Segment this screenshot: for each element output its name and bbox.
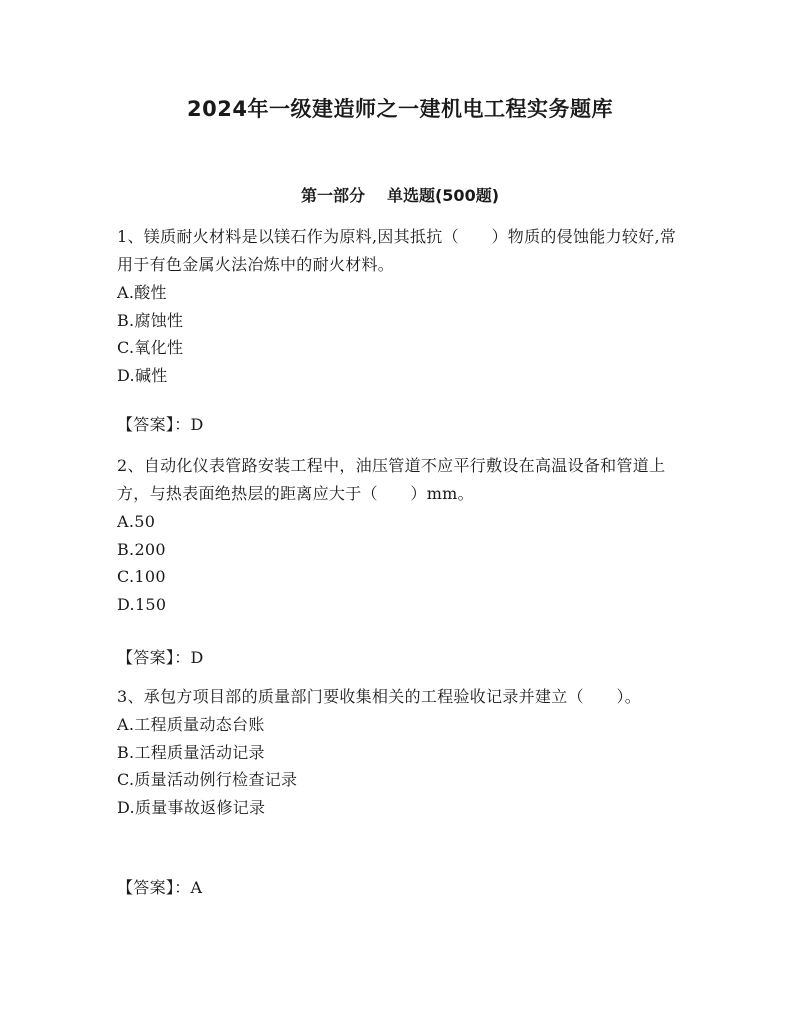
option-c: C.100 [117, 567, 166, 586]
question-text: 1、镁质耐火材料是以镁石作为原料,因其抵抗（ ）物质的侵蚀能力较好,常用于有色金属火法冶炼中的耐火材料。 [117, 227, 677, 274]
question-3 [117, 683, 687, 821]
option-a: A.工程质量动态台账 [117, 715, 265, 734]
answer-1 [117, 411, 204, 439]
option-c: C.氧化性 [117, 338, 184, 357]
answer-value: A [190, 878, 203, 897]
option-b: B.工程质量活动记录 [117, 742, 265, 762]
document-title: 2024年一级建造师之一建机电工程实务题库 [187, 97, 613, 121]
answer-value: D [190, 415, 204, 434]
section-part: 第一部分 [300, 186, 365, 205]
option-a: A.50 [117, 512, 156, 531]
option-c: C.质量活动例行检查记录 [117, 770, 298, 789]
question-text: 3、承包方项目部的质量部门要收集相关的工程验收记录并建立（ ）。 [117, 687, 642, 706]
option-b: B.腐蚀性 [117, 310, 184, 330]
option-d: D.150 [117, 594, 167, 614]
question-1 [117, 223, 687, 389]
option-b: B.200 [117, 539, 166, 559]
option-a: A.酸性 [117, 283, 167, 302]
answer-3 [117, 874, 202, 902]
question-text: 2、自动化仪表管路安装工程中，油压管道不应平行敷设在高温设备和管道上方，与热表面绝热层的距离应大于（ ）mm。 [117, 456, 666, 503]
answer-label: 【答案】： [117, 415, 191, 434]
answer-label: 【答案】： [117, 648, 191, 667]
answer-label: 【答案】： [117, 878, 191, 897]
option-d: D.碱性 [117, 365, 168, 385]
answer-value: D [190, 648, 204, 667]
section-name: 单选题(500题) [386, 186, 500, 205]
option-d: D.质量事故返修记录 [117, 797, 266, 817]
question-2 [117, 452, 687, 618]
section-heading [0, 184, 800, 208]
answer-2 [117, 644, 204, 672]
